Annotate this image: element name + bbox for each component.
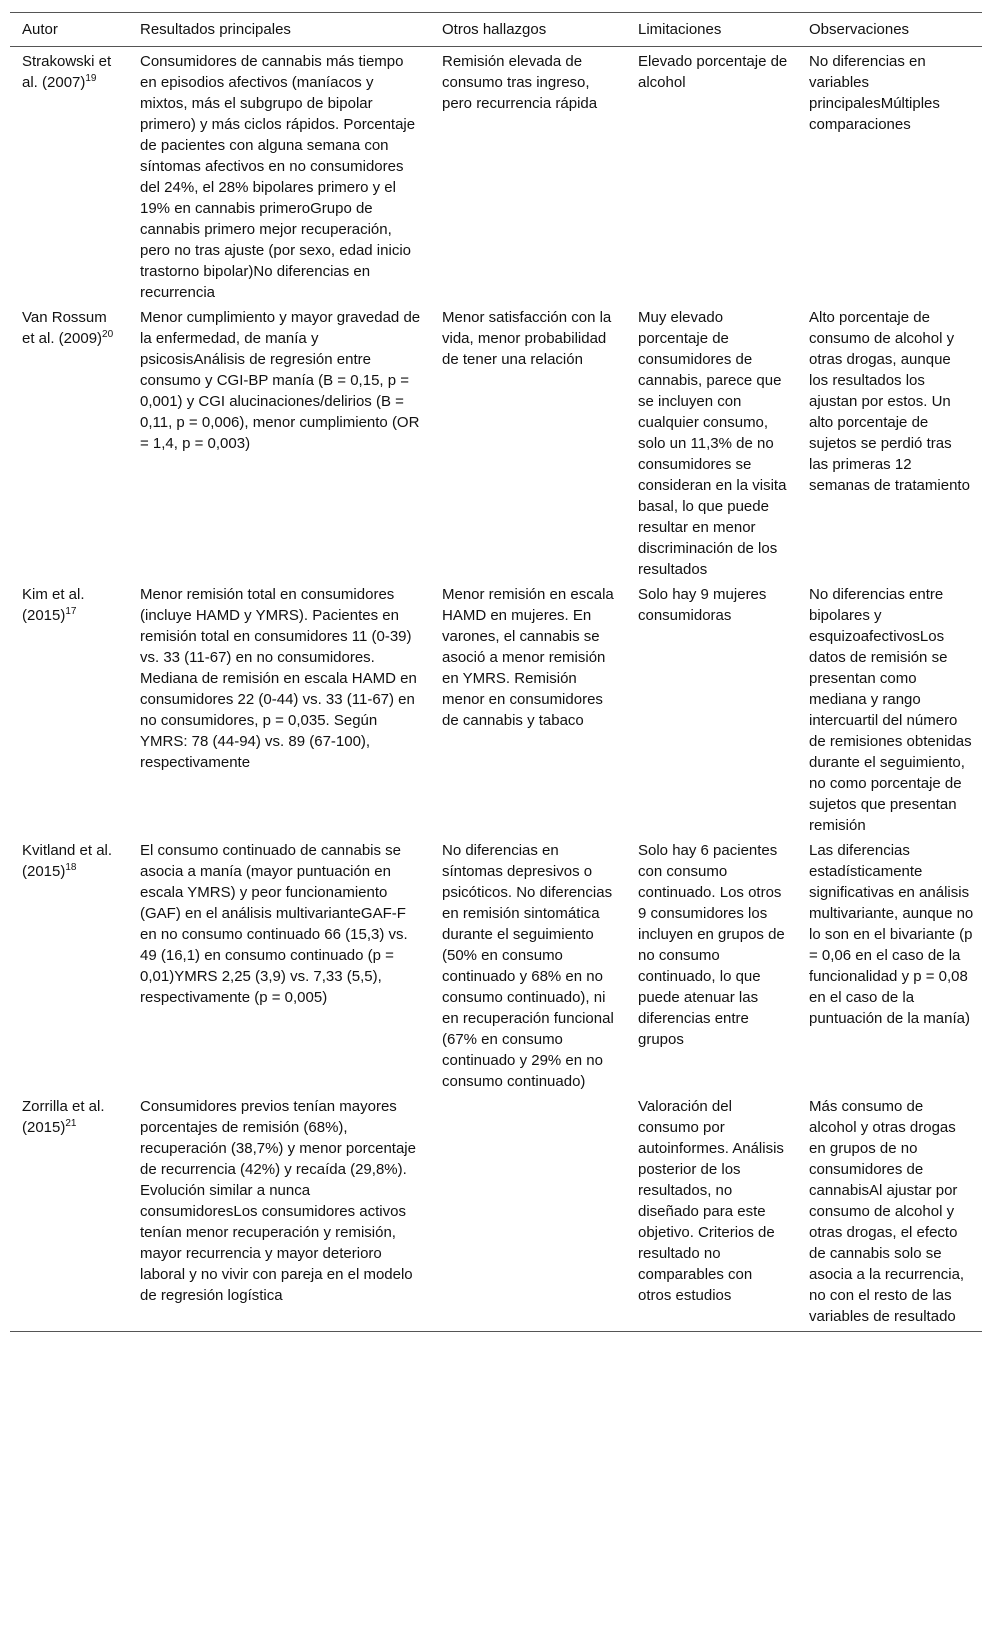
other-findings-cell: Remisión elevada de consumo tras ingreso, pero recurrencia rápida — [442, 53, 598, 112]
results-cell: Menor remisión total en consumidores (incluye HAMD y YMRS). Pacientes en remisión total en consumidores 11 (0-39) vs. 33 (11-67) en no consumidores. Mediana de remisión en escala HAMD en consumidores 22 (0-44) vs. 33 (11-67) en no consumidores, p = 0,035. Según YMRS: 78 (44-94) vs. 89 (67-100), respectivamente — [140, 586, 417, 771]
observations-cell: No diferencias en variables principalesMúltiples comparaciones — [809, 53, 940, 133]
results-table — [10, 12, 982, 1332]
reference-number: 18 — [65, 862, 77, 873]
reference-number: 17 — [65, 606, 77, 617]
header-resultados: Resultados principales — [128, 13, 430, 47]
header-row — [10, 13, 982, 47]
results-cell: El consumo continuado de cannabis se asocia a manía (mayor puntuación en escala YMRS) y peor funcionamiento (GAF) en el análisis multivarianteGAF-F en no consumo continuado 66 (15,3) vs. 49 (16,1) en consumo continuado (p = 0,01)YMRS 2,25 (3,9) vs. 7,33 (5,5), respectivamente (p = 0,005) — [140, 842, 408, 1006]
table-body — [10, 47, 982, 1332]
results-cell: Menor cumplimiento y mayor gravedad de la enfermedad, de manía y psicosisAnálisis de regresión entre consumo y CGI-BP manía (B = 0,15, p = 0,001) y CGI alucinaciones/delirios (B = 0,11, p = 0,006), menor cumplimiento (OR = 1,4, p = 0,003) — [140, 309, 421, 452]
header-limitaciones: Limitaciones — [626, 13, 797, 47]
limitations-cell: Elevado porcentaje de alcohol — [638, 53, 788, 91]
reference-number: 19 — [85, 73, 97, 84]
table-row — [10, 303, 982, 580]
author-name: Kvitland et al. (2015) — [22, 842, 113, 880]
table-row — [10, 47, 982, 304]
header-observaciones: Observaciones — [797, 13, 982, 47]
limitations-cell: Muy elevado porcentaje de consumidores de cannabis, parece que se incluyen con cualquier consumo, solo un 11,3% de no consumidores se consideran en la visita basal, lo que puede resultar en menor discriminación de los resultados — [638, 309, 787, 578]
header-otros-hallazgos: Otros hallazgos — [430, 13, 626, 47]
other-findings-cell — [430, 1092, 626, 1332]
author-name: Strakowski et al. (2007) — [22, 53, 112, 91]
other-findings-cell: Menor satisfacción con la vida, menor probabilidad de tener una relación — [442, 309, 612, 368]
limitations-cell: Valoración del consumo por autoinformes. Análisis posterior de los resultados, no diseñado para este objetivo. Criterios de resultado no comparables con otros estudios — [626, 1092, 797, 1332]
results-cell: Consumidores de cannabis más tiempo en episodios afectivos (maníacos y mixtos, más el subgrupo de bipolar primero) y más ciclos rápidos. Porcentaje de pacientes con alguna semana con síntomas afectivos en no consumidores del 24%, el 28% bipolares primero y el 19% en cannabis primeroGrupo de cannabis primero mejor recuperación, pero no tras ajuste (por sexo, edad inicio trastorno bipolar)No diferencias en recurrencia — [140, 53, 416, 301]
other-findings-cell: No diferencias en síntomas depresivos o psicóticos. No diferencias en remisión sintomática durante el seguimiento (50% en consumo continuado y 68% en no consumo continuado), ni en recuperación funcional (67% en consumo continuado y 29% en no consumo continuado) — [442, 842, 614, 1090]
author-cell — [10, 47, 128, 304]
author-name: Zorrilla et al. (2015) — [22, 1098, 105, 1136]
table-header — [10, 13, 982, 47]
results-cell: Consumidores previos tenían mayores porcentajes de remisión (68%), recuperación (38,7%) y menor porcentaje de recurrencia (42%) y recaída (29,8%). Evolución similar a nunca consumidoresLos consumidores activos tenían menor recuperación y remisión, mayor recurrencia y mayor deterioro laboral y no vivir con pareja en el modelo de regresión logística — [128, 1092, 430, 1332]
author-cell — [10, 303, 128, 580]
observations-cell: Alto porcentaje de consumo de alcohol y otras drogas, aunque los resultados los ajustan por estos. Un alto porcentaje de sujetos se perdió tras las primeras 12 semanas de tratamiento — [809, 309, 970, 494]
reference-number: 21 — [65, 1118, 77, 1129]
table-row — [10, 580, 982, 836]
author-cell — [10, 580, 128, 836]
limitations-cell: Solo hay 9 mujeres consumidoras — [638, 586, 767, 624]
table-row — [10, 836, 982, 1092]
other-findings-cell: Menor remisión en escala HAMD en mujeres. En varones, el cannabis se asoció a menor remisión en YMRS. Remisión menor en consumidores de cannabis y tabaco — [442, 586, 614, 729]
observations-cell: Más consumo de alcohol y otras drogas en grupos de no consumidores de cannabisAl ajustar por consumo de alcohol y otras drogas, el efecto de cannabis solo se asocia a la recurrencia, no con el resto de las variables de resultado — [797, 1092, 982, 1332]
header-autor: Autor — [10, 13, 128, 47]
author-cell — [10, 836, 128, 1092]
reference-number: 20 — [102, 329, 114, 340]
observations-cell: Las diferencias estadísticamente significativas en análisis multivariante, aunque no lo son en el bivariante (p = 0,06 en el caso de la funcionalidad y p = 0,08 en el caso de la puntuación de la manía) — [809, 842, 974, 1027]
limitations-cell: Solo hay 6 pacientes con consumo continuado. Los otros 9 consumidores los incluyen en grupos de no consumo continuado, lo que puede atenuar las diferencias entre grupos — [638, 842, 785, 1048]
author-name: Kim et al. (2015) — [22, 586, 85, 624]
author-cell — [10, 1092, 128, 1332]
author-name: Van Rossum et al. (2009) — [22, 309, 107, 347]
table-row — [10, 1092, 982, 1332]
observations-cell: No diferencias entre bipolares y esquizoafectivosLos datos de remisión se presentan como mediana y rango intercuartil del número de remisiones obtenidas durante el seguimiento, no como porcentaje de sujetos que presentan remisión — [809, 586, 972, 834]
